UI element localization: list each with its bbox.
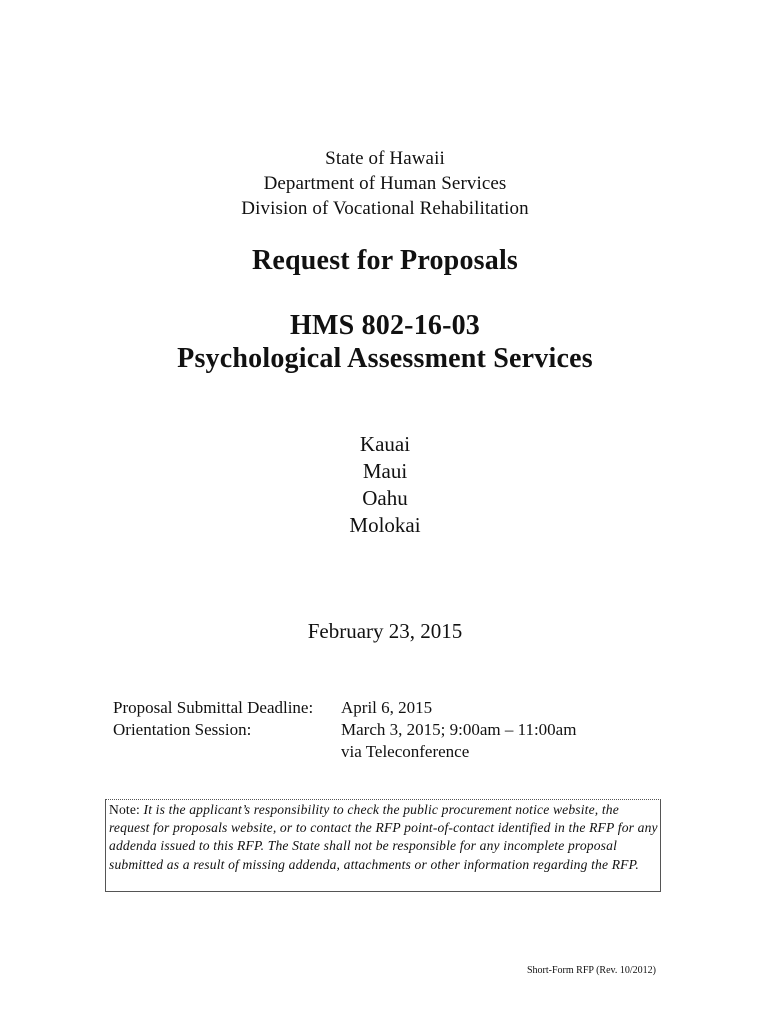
orientation-label: Orientation Session: [113, 720, 252, 739]
form-revision-footer: Short-Form RFP (Rev. 10/2012) [527, 965, 656, 976]
document-type-heading: Request for Proposals [251, 245, 519, 276]
orientation-value: March 3, 2015; 9:00am – 11:00am [341, 720, 577, 739]
note-label: Note [109, 802, 137, 817]
agency-state: State of Hawaii [325, 148, 445, 169]
orientation-location: via Teleconference [341, 742, 470, 761]
island-item: Maui [362, 459, 408, 483]
island-item: Oahu [362, 486, 408, 510]
deadline-label: Proposal Submittal Deadline: [113, 698, 314, 717]
note-colon: : [136, 802, 144, 817]
island-item: Kauai [359, 432, 411, 456]
deadline-value: April 6, 2015 [341, 698, 433, 717]
agency-department: Department of Human Services [263, 173, 507, 194]
island-item: Molokai [349, 513, 421, 537]
rfp-number: HMS 802-16-03 [289, 310, 481, 341]
issue-date: February 23, 2015 [307, 619, 463, 643]
island-list [0, 431, 770, 539]
applicant-notice-box [105, 799, 661, 892]
agency-division: Division of Vocational Rehabilitation [241, 198, 529, 219]
rfp-title: Psychological Assessment Services [177, 343, 593, 374]
note-text: It is the applicant’s responsibility to check the public procurement notice website, the request for proposals website, or to contact the RFP point-of-contact identified in the RFP for any addenda issued to this RFP. The State shall not be responsible for any incomplete proposal submitted as a result of missing addenda, attachments or other information regarding the RFP. [109, 802, 658, 872]
